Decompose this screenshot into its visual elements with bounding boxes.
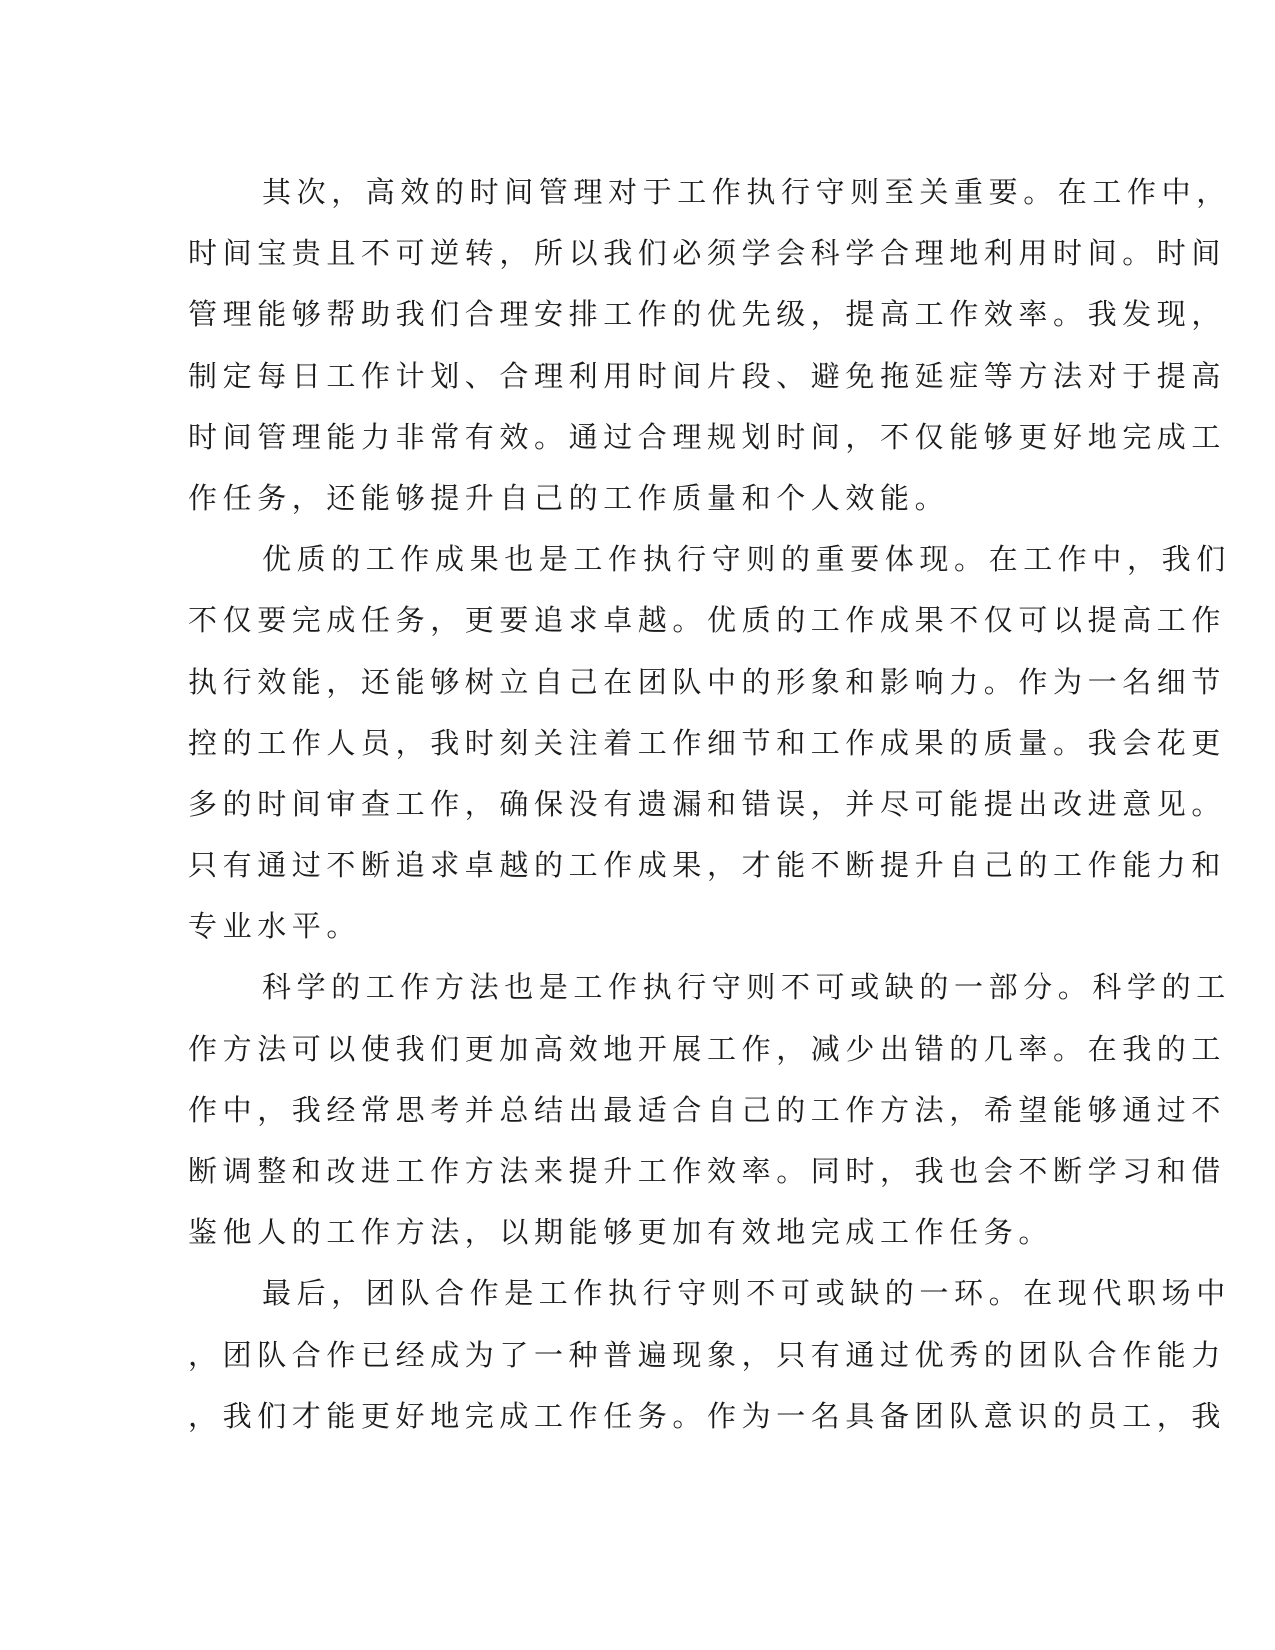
paragraph-line: 控的工作人员，我时刻关注着工作细节和工作成果的质量。我会花更 [188, 725, 1227, 760]
paragraph-line: 作任务，还能够提升自己的工作质量和个人效能。 [188, 480, 950, 515]
paragraph-line: 专业水平。 [188, 909, 362, 944]
paragraph-teamwork [188, 1263, 1231, 1447]
paragraph-line: 时间管理能力非常有效。通过合理规划时间，不仅能够更好地完成工 [188, 419, 1227, 454]
paragraph-line: 多的时间审查工作，确保没有遗漏和错误，并尽可能提出改进意见。 [188, 786, 1227, 821]
paragraph-line: 鉴他人的工作方法，以期能够更加有效地完成工作任务。 [188, 1215, 1054, 1250]
paragraph-quality-results [188, 529, 1231, 957]
paragraph-line: 最后，团队合作是工作执行守则不可或缺的一环。在现代职场中 [262, 1276, 1231, 1311]
paragraph-line: 优质的工作成果也是工作执行守则的重要体现。在工作中，我们 [262, 542, 1231, 577]
paragraph-line: 其次，高效的时间管理对于工作执行守则至关重要。在工作中， [262, 175, 1231, 209]
paragraph-time-management [188, 162, 1231, 529]
paragraph-line: 科学的工作方法也是工作执行守则不可或缺的一部分。科学的工 [262, 970, 1231, 1005]
paragraph-line: 只有通过不断追求卓越的工作成果，才能不断提升自己的工作能力和 [188, 848, 1227, 883]
paragraph-line: 作中，我经常思考并总结出最适合自己的工作方法，希望能够通过不 [188, 1092, 1227, 1127]
paragraph-work-methods [188, 957, 1231, 1263]
paragraph-line: 制定每日工作计划、合理利用时间片段、避免拖延症等方法对于提高 [188, 358, 1227, 393]
paragraph-line: 不仅要完成任务，更要追求卓越。优质的工作成果不仅可以提高工作 [188, 603, 1227, 638]
paragraph-line: 执行效能，还能够树立自己在团队中的形象和影响力。作为一名细节 [188, 664, 1227, 699]
paragraph-line: 管理能够帮助我们合理安排工作的优先级，提高工作效率。我发现， [188, 297, 1227, 332]
paragraph-line: 时间宝贵且不可逆转，所以我们必须学会科学合理地利用时间。时间 [188, 236, 1227, 271]
paragraph-line: 断调整和改进工作方法来提升工作效率。同时，我也会不断学习和借 [188, 1154, 1227, 1188]
paragraph-line: ，团队合作已经成为了一种普遍现象，只有通过优秀的团队合作能力 [188, 1337, 1227, 1372]
document-body [188, 162, 1231, 1447]
paragraph-line: ，我们才能更好地完成工作任务。作为一名具备团队意识的员工，我 [188, 1398, 1227, 1433]
paragraph-line: 作方法可以使我们更加高效地开展工作，减少出错的几率。在我的工 [188, 1031, 1227, 1066]
